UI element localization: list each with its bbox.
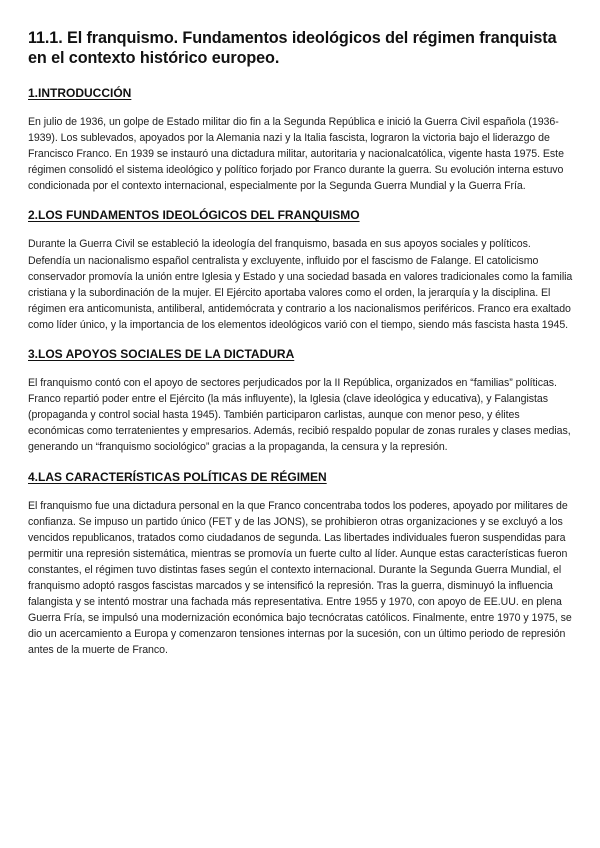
section-body-fundamentos-ideologicos: Durante la Guerra Civil se estableció la ideología del franquismo, basada en sus apoyos sociales y políticos. Defendía un nacionalismo español centralista y excluyente, influido por el fascismo de Falange. El catolicismo conservador promovía la unión entre Iglesia y Estado y una sociedad basada en valores tradicionales como la familia cristiana y la subordinación de la mujer. El Ejército aportaba valores como el orden, la jerarquía y la disciplina. El régimen era anticomunista, antiliberal, antidemócrata y contrario a los nacionalismos periféricos. Franco era exaltado como líder único, y la importancia de los elementos ideológicos varió con el tiempo, siendo más fascista hasta 1945. — [28, 238, 573, 331]
section-body-introduccion: En julio de 1936, un golpe de Estado militar dio fin a la Segunda República e inició la Guerra Civil española (1936-1939). Los sublevados, apoyados por la Alemania nazi y la Italia fascista, lograron la victoria bajo el liderazgo de Francisco Franco. En 1939 se instauró una dictadura militar, autoritaria y nacionalcatólica, vigente hasta 1975. Este régimen consolidó el sistema ideológico y político forjado por Franco durante la guerra. Su evolución interna estuvo condicionada por el contexto internacional, especialmente por la Segunda Guerra Mundial y la Guerra Fría. — [28, 116, 564, 193]
section-body-caracteristicas-politicas: El franquismo fue una dictadura personal en la que Franco concentraba todos los poderes, apoyado por militares de confianza. Se impuso un partido único (FET y de las JONS), se prohibieron otras organizaciones y se excluyó a los vencidos republicanos, tratados como ciudadanos de segunda. Las libertades individuales fueron suspendidas para permitir una represión sistemática, mientras se promovía un fuerte culto al líder. Aunque estas características fueron constantes, el régimen tuvo distintas fases según el contexto internacional. Durante la Segunda Guerra Mundial, el franquismo adoptó rasgos fascistas marcados y se intensificó la represión. Tras la guerra, disminuyó la influencia falangista y se intentó mostrar una fachada más representativa. Entre 1955 y 1970, con apoyo de EE.UU. en plena Guerra Fría, se impulsó una modernización económica bajo tecnócratas católicos. Finalmente, entre 1970 y 1975, se dio un acercamiento a Europa y comenzaron tensiones internas por la sucesión, con un último periodo de represión antes de la muerte de Franco. — [28, 499, 572, 657]
section-caracteristicas-politicas — [28, 469, 573, 659]
section-heading-caracteristicas-politicas: 4.LAS CARACTERÍSTICAS POLÍTICAS DE RÉGIMEN — [28, 469, 327, 484]
section-heading-introduccion: 1.INTRODUCCIÓN — [28, 86, 132, 100]
section-introduccion — [28, 85, 573, 194]
section-heading-fundamentos-ideologicos: 2.LOS FUNDAMENTOS IDEOLÓGICOS DEL FRANQUISMO — [28, 208, 360, 223]
section-heading-apoyos-sociales: 3.LOS APOYOS SOCIALES DE LA DICTADURA — [28, 347, 295, 362]
section-fundamentos-ideologicos — [28, 207, 573, 333]
section-body-apoyos-sociales: El franquismo contó con el apoyo de sectores perjudicados por la II República, organizados en “familias” políticas. Franco repartió poder entre el Ejército (la más influyente), la Iglesia (clave ideológica y educativa), y Falangistas (propaganda y control social hasta 1945). También participaron carlistas, aunque con menor peso, y élites económicas como terratenientes y empresarios. Además, recibió respaldo popular de zonas rurales y clases medias, generando un “franquismo sociológico” gracias a la propaganda, la censura y la represión. — [28, 377, 571, 454]
section-apoyos-sociales — [28, 346, 573, 455]
document-title: 11.1. El franquismo. Fundamentos ideológicos del régimen franquista en el contexto histórico europeo. — [28, 29, 557, 67]
